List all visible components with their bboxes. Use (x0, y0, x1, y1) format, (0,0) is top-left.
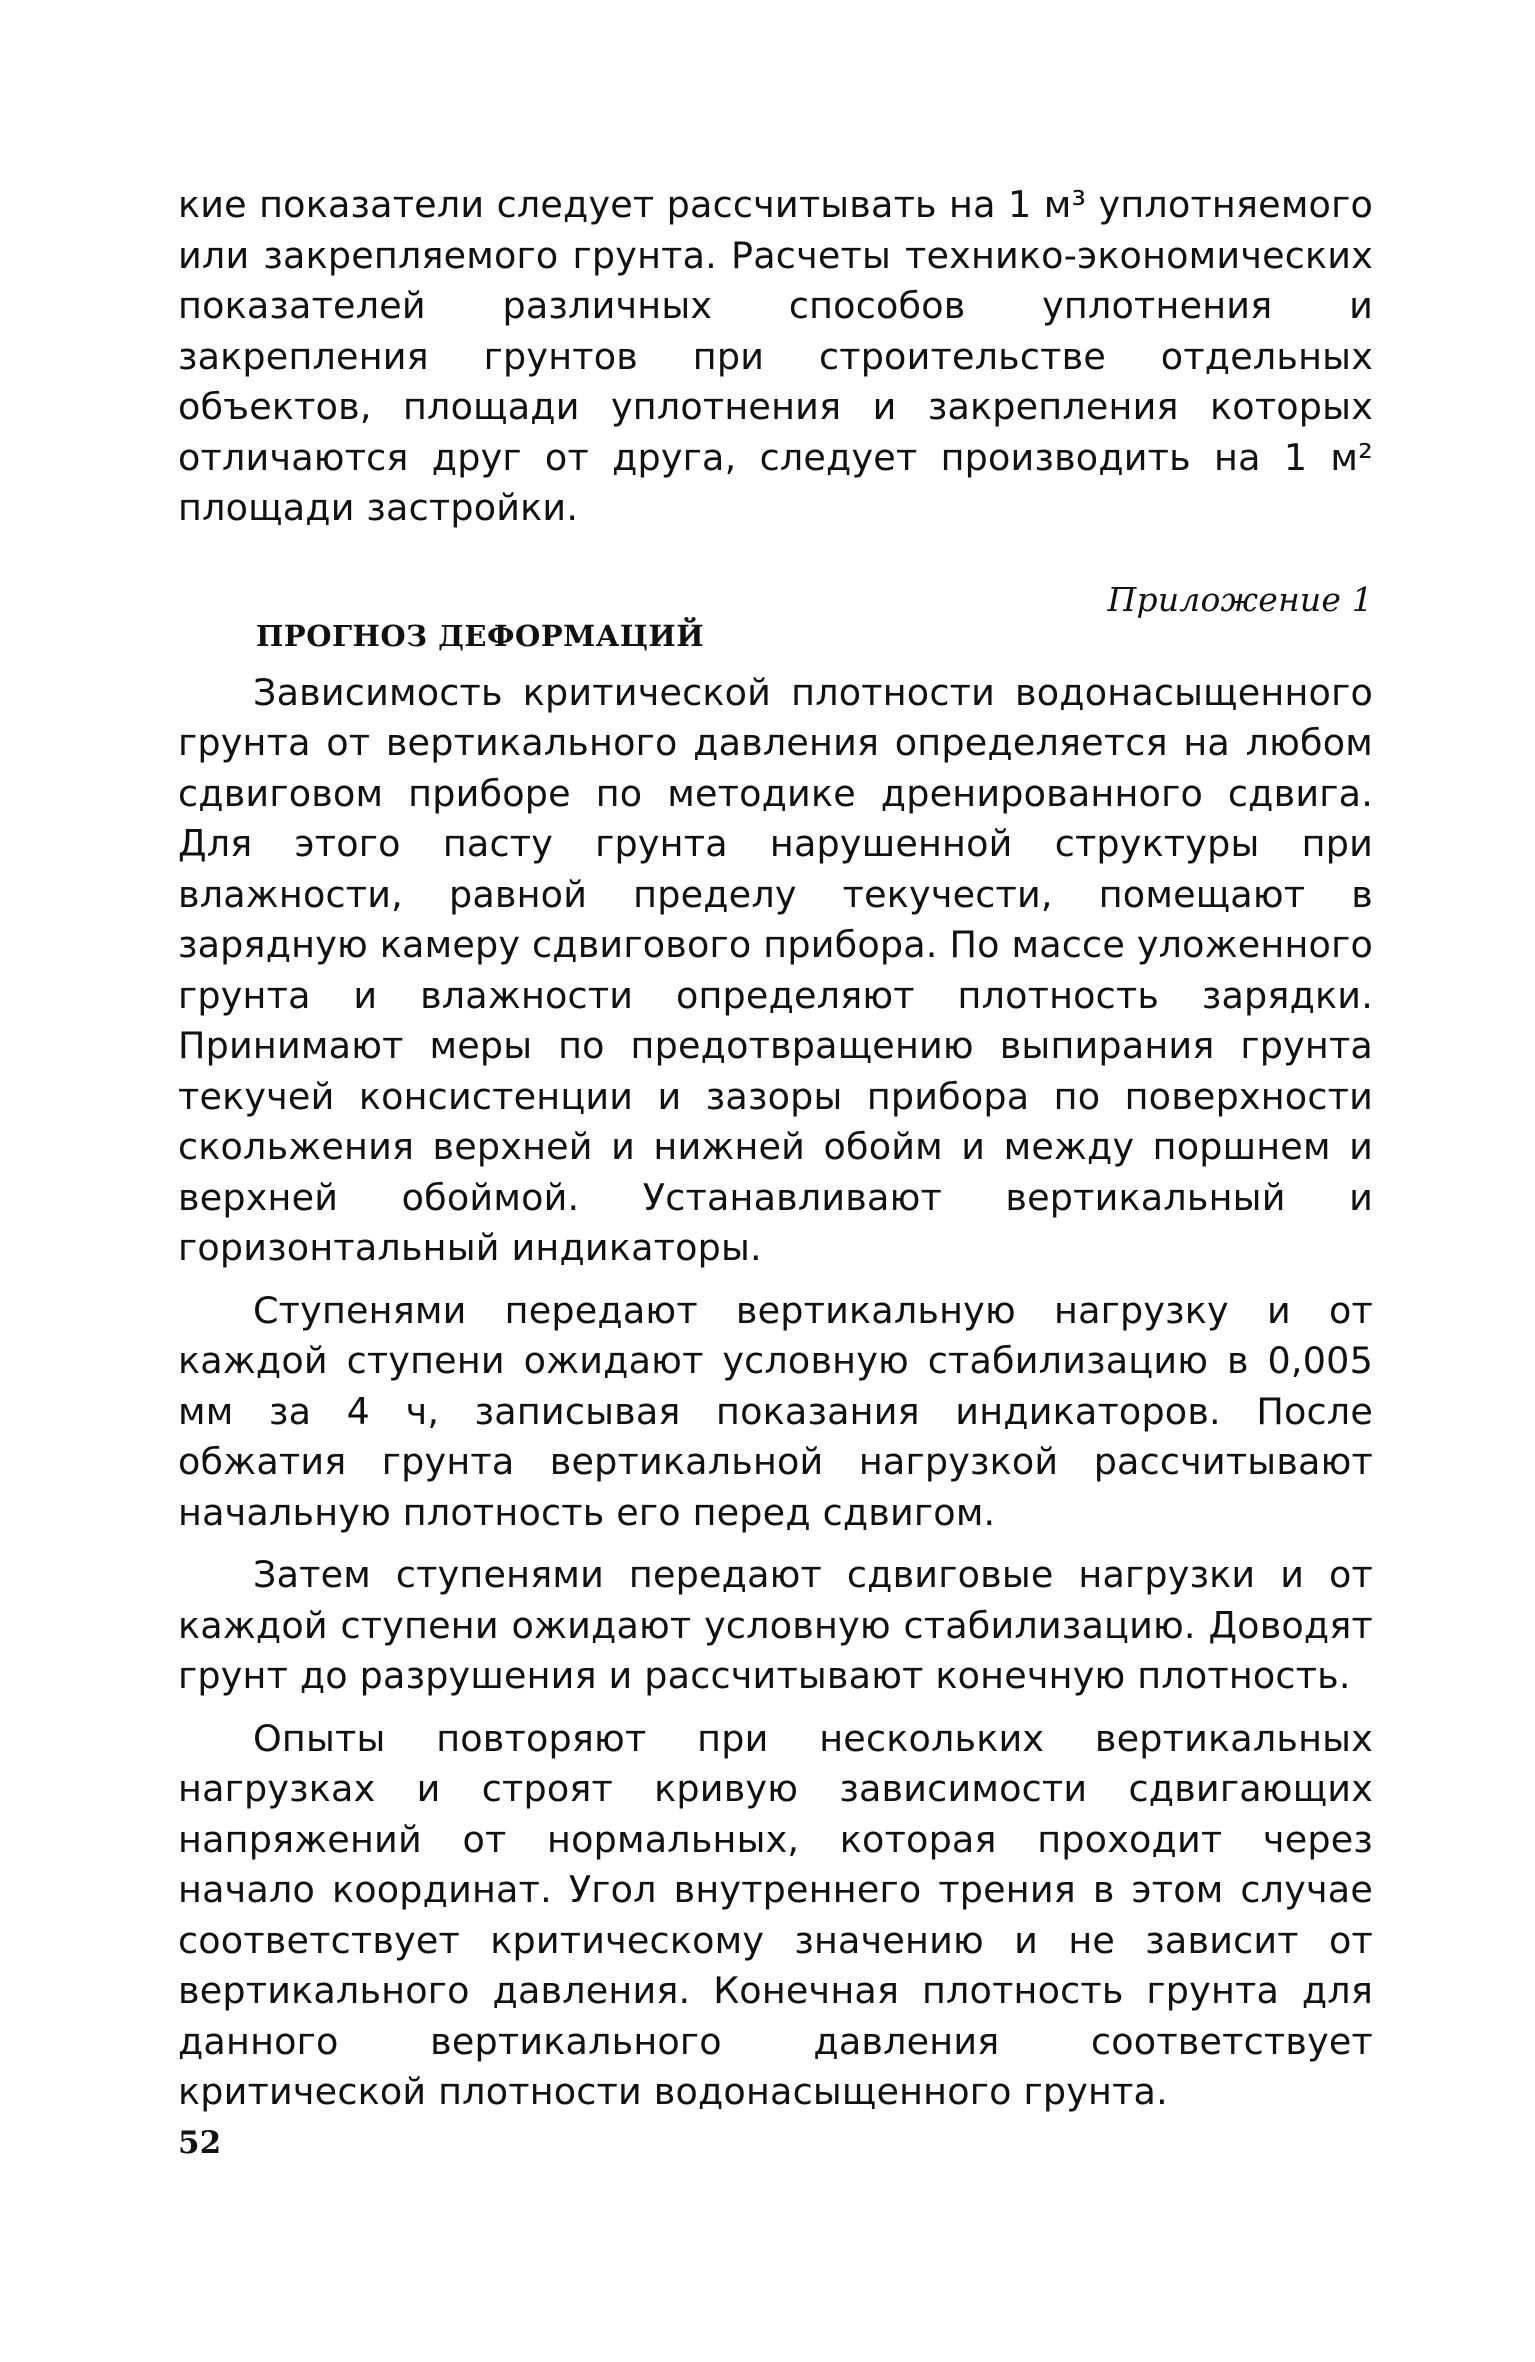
section-title: ПРОГНОЗ ДЕФОРМАЦИЙ (256, 618, 705, 653)
paragraph-2: Ступенями передают вертикальную нагрузку и от каждой ступени ожидают условную стабилизацию в 0,005 мм за 4 ч, записывая показания индикаторов. После обжатия грунта вертикальной нагрузкой рассчитывают начальную плотность его перед сдвигом. (178, 1288, 1373, 1534)
paragraph-1: Зависимость критической плотности водонасыщенного грунта от вертикального давления определяется на любом сдвиговом приборе по методике дренированного сдвига. Для этого пасту грунта нарушенной структуры при влажности, равной пределу текучести, помещают в зарядную камеру сдвигового прибора. По массе уложенного грунта и влажности определяют плотность зарядки. Принимают меры по предотвращению выпирания грунта текучей консистенции и зазоры прибора по поверхности скольжения верхней и нижней обойм и между поршнем и верхней обоймой. Устанавливают вертикальный и горизонтальный индикаторы. (178, 670, 1373, 1269)
intro-paragraph: кие показатели следует рассчитывать на 1 м³ уплотняемого или закрепляемого грунта. Расчеты технико-экономических показателей различных способов уплотнения и закрепления грунтов при строительстве отдельных объектов, площади уплотнения и закрепления которых отличаются друг от друга, следует производить на 1 м² площади застройки. (178, 183, 1373, 529)
appendix-label: Приложение 1 (1107, 579, 1373, 619)
paragraph-4: Опыты повторяют при нескольких вертикальных нагрузках и строят кривую зависимости сдвигающих напряжений от нормальных, которая проходит через начало координат. Угол внутреннего трения в этом случае соответствует критическому значению и не зависит от вертикального давления. Конечная плотность грунта для данного вертикального давления соответствует критической плотности водонасыщенного грунта. (178, 1716, 1373, 2113)
section-body (178, 668, 1373, 2118)
document-page (178, 180, 1373, 2118)
page-number: 52 (178, 2125, 222, 2161)
paragraph-3: Затем ступенями передают сдвиговые нагрузки и от каждой ступени ожидают условную стабилизацию. Доводят грунт до разрушения и рассчитывают конечную плотность. (178, 1553, 1373, 1697)
section-header (178, 579, 1373, 658)
